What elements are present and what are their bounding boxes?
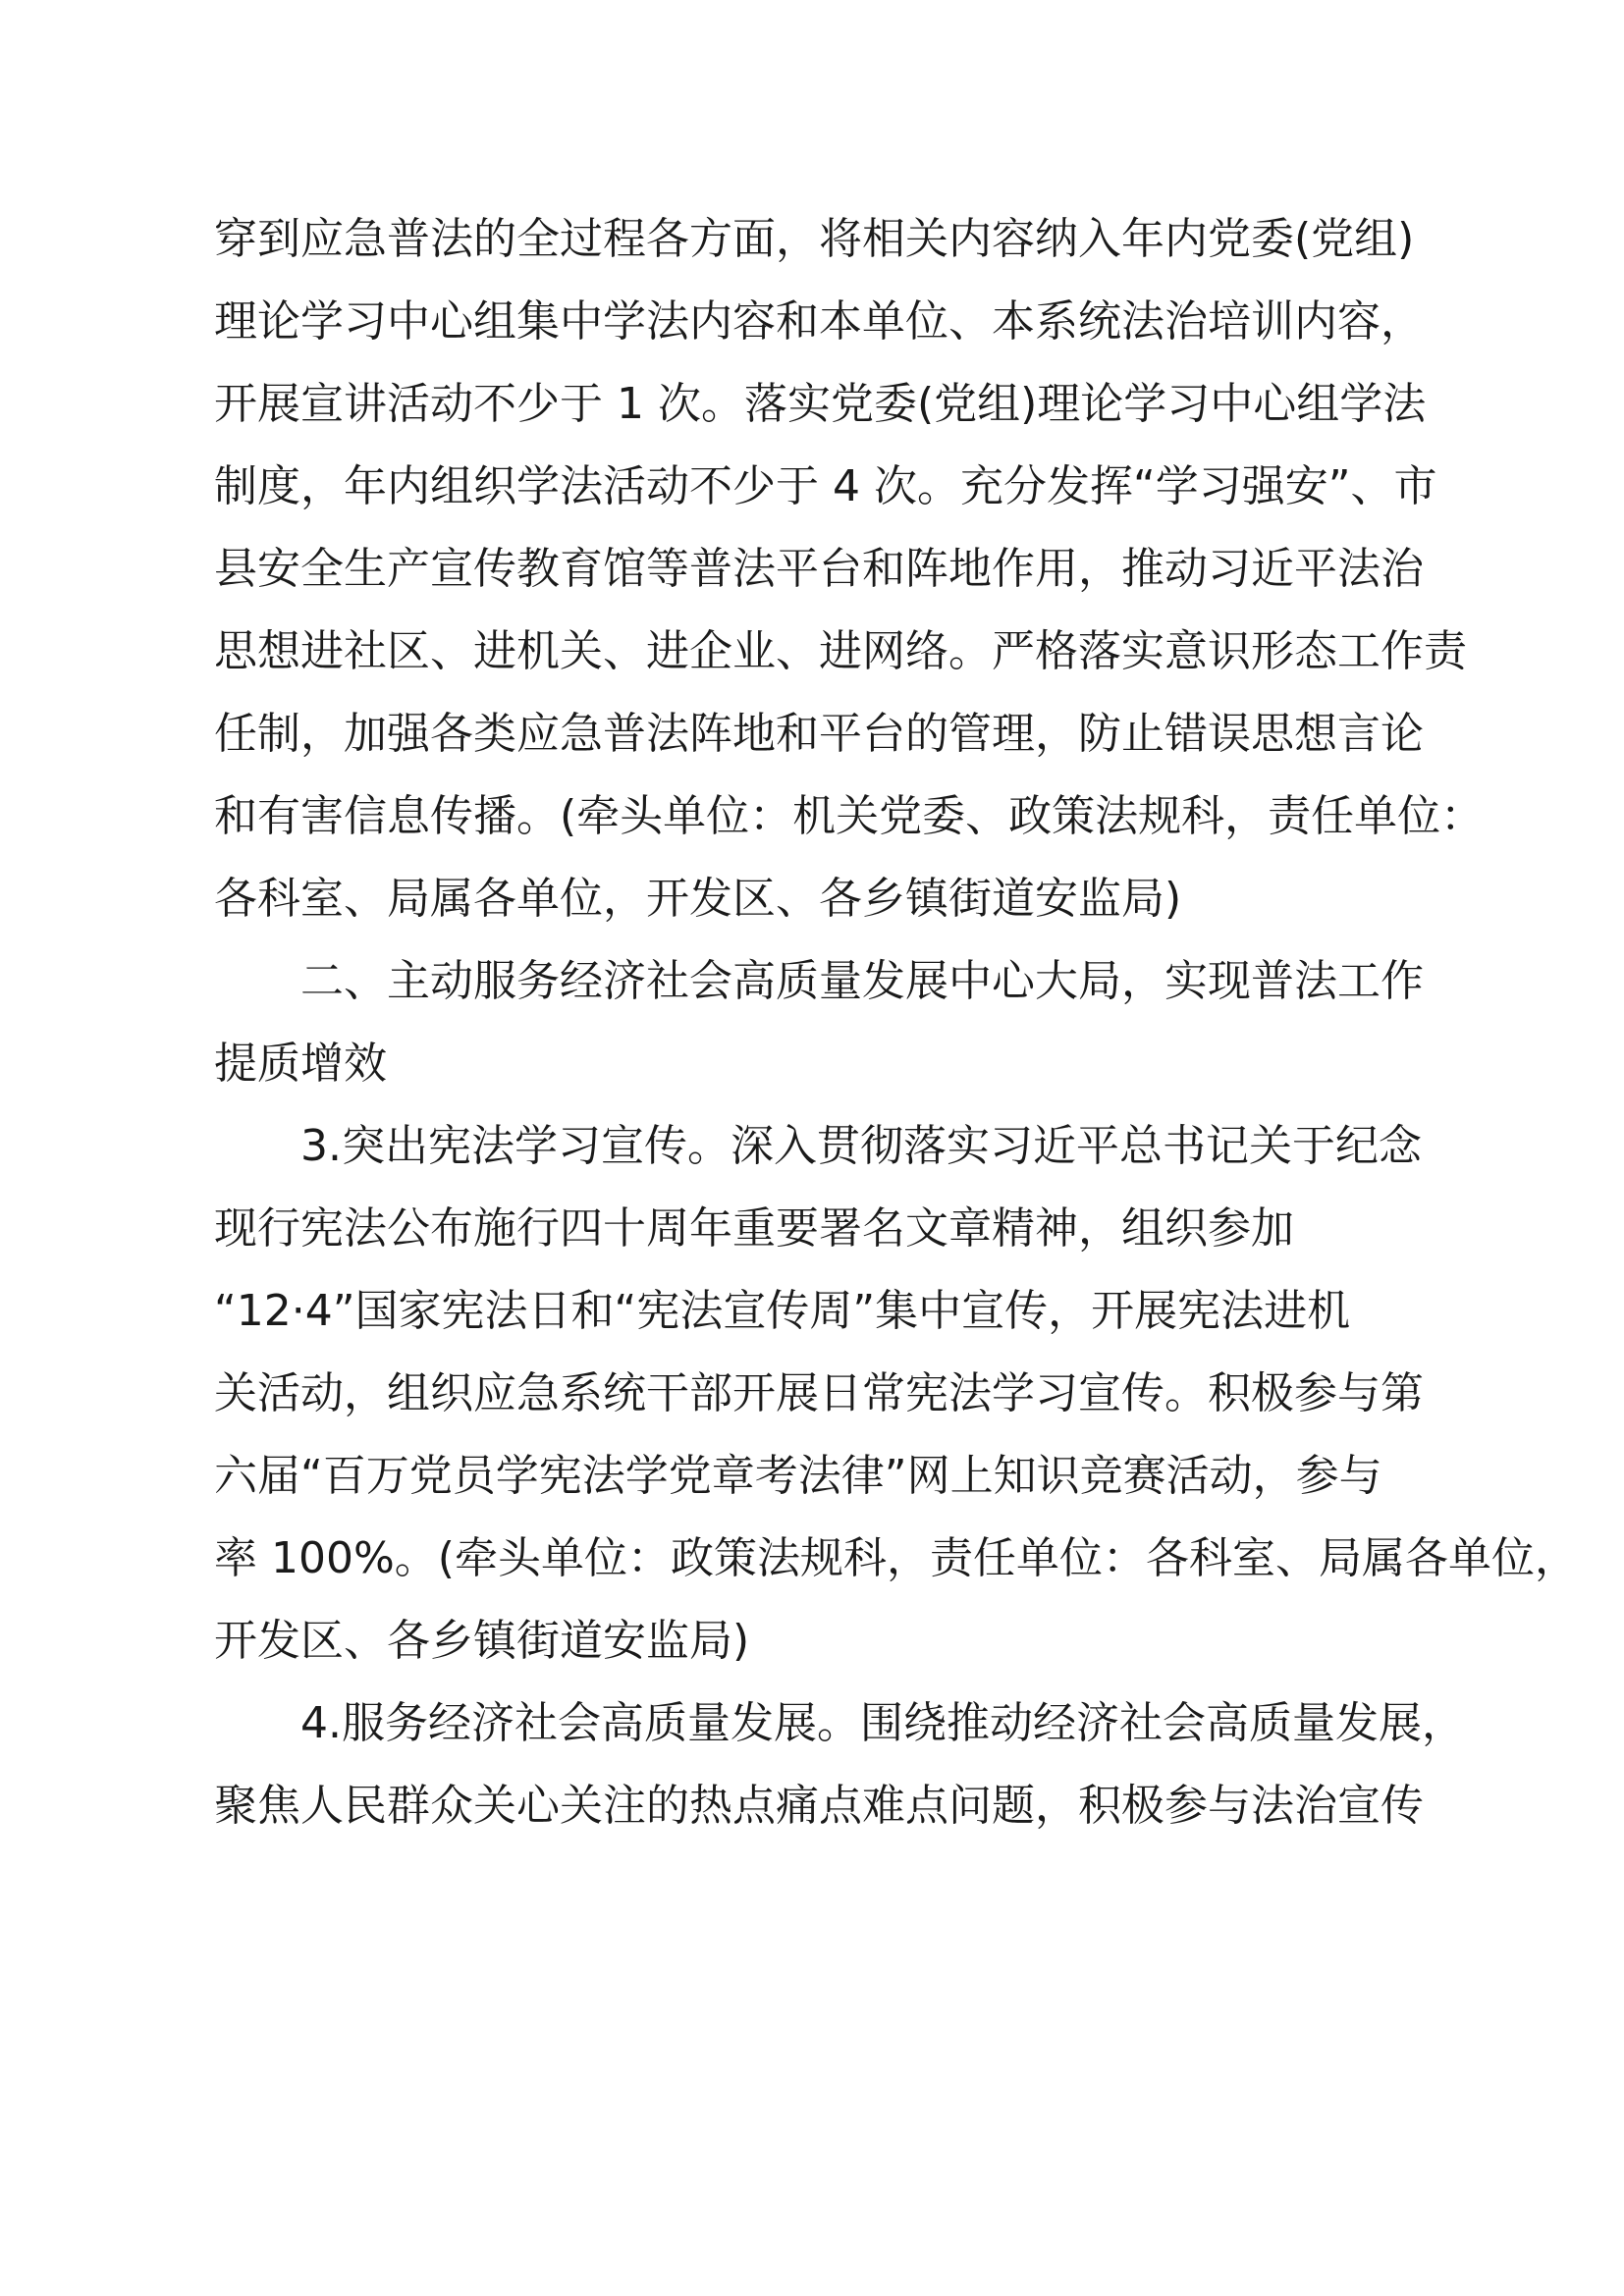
body-text-line: 现行宪法公布施行四十周年重要署名文章精神，组织参加 xyxy=(214,1203,1294,1254)
body-text-line: 县安全生产宣传教育馆等普法平台和阵地作用，推动习近平法治 xyxy=(214,544,1424,594)
section-heading-line: 二、主动服务经济社会高质量发展中心大局，实现普法工作 xyxy=(300,956,1424,1006)
body-text-line: “12·4”国家宪法日和“宪法宣传周”集中宣传，开展宪法进机 xyxy=(214,1286,1351,1336)
body-text-line: 开展宣讲活动不少于 1 次。落实党委(党组)理论学习中心组学法 xyxy=(214,379,1427,429)
body-text-line: 穿到应急普法的全过程各方面，将相关内容纳入年内党委(党组) xyxy=(214,214,1415,264)
body-text-line: 关活动，组织应急系统干部开展日常宪法学习宣传。积极参与第 xyxy=(214,1368,1424,1418)
body-text-line: 各科室、局属各单位，开发区、各乡镇街道安监局) xyxy=(214,874,1182,924)
body-text-line: 思想进社区、进机关、进企业、进网络。严格落实意识形态工作责 xyxy=(214,626,1467,676)
body-text-line: 聚焦人民群众关心关注的热点痛点难点问题，积极参与法治宣传 xyxy=(214,1781,1424,1831)
item-heading-line: 4.服务经济社会高质量发展。围绕推动经济社会高质量发展， xyxy=(300,1698,1465,1748)
section-heading-line: 提质增效 xyxy=(214,1039,387,1089)
body-text-line: 理论学习中心组集中学法内容和本单位、本系统法治培训内容， xyxy=(214,296,1424,347)
body-text-line: 制度，年内组织学法活动不少于 4 次。充分发挥“学习强安”、市 xyxy=(214,461,1437,511)
body-text-line: 率 100%。(牵头单位：政策法规科，责任单位：各科室、局属各单位， xyxy=(214,1533,1578,1583)
body-text-line: 开发区、各乡镇街道安监局) xyxy=(214,1616,750,1666)
body-text-line: 任制，加强各类应急普法阵地和平台的管理，防止错误思想言论 xyxy=(214,709,1424,759)
item-heading-line: 3.突出宪法学习宣传。深入贯彻落实习近平总书记关于纪念 xyxy=(300,1121,1422,1171)
body-text-line: 和有害信息传播。(牵头单位：机关党委、政策法规科，责任单位： xyxy=(214,791,1485,841)
body-text-line: 六届“百万党员学宪法学党章考法律”网上知识竞赛活动，参与 xyxy=(214,1451,1382,1501)
